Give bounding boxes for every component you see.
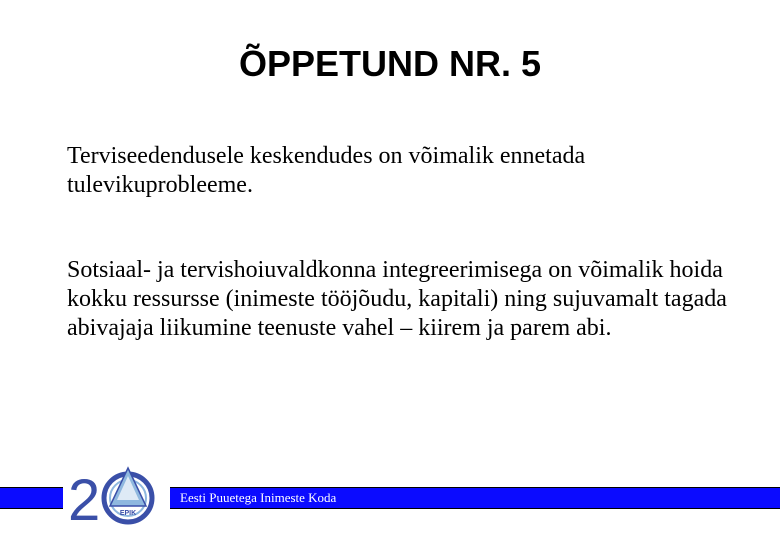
logo-graphic: [66, 462, 166, 526]
footer-bar-left: [0, 487, 63, 509]
epik-anniversary-logo: [66, 462, 166, 526]
body-paragraph-2: Sotsiaal- ja tervishoiuvaldkonna integreerimisega on võimalik hoida kokku ressursse (inimeste tööjõudu, kapitali) ning sujuvamalt tagada abivajaja liikumine teenuste vahel – kiirem ja parem abi.: [67, 257, 727, 341]
body-paragraph-1: Terviseedendusele keskendudes on võimalik ennetada tulevikuprobleeme.: [67, 143, 586, 198]
logo-emblem-text: EPIK: [119, 510, 137, 517]
slide-title: ÕPPETUND NR. 5: [238, 43, 542, 84]
footer-organization-name: Eesti Puuetega Inimeste Koda: [180, 490, 337, 505]
logo-number: 2: [68, 468, 101, 526]
